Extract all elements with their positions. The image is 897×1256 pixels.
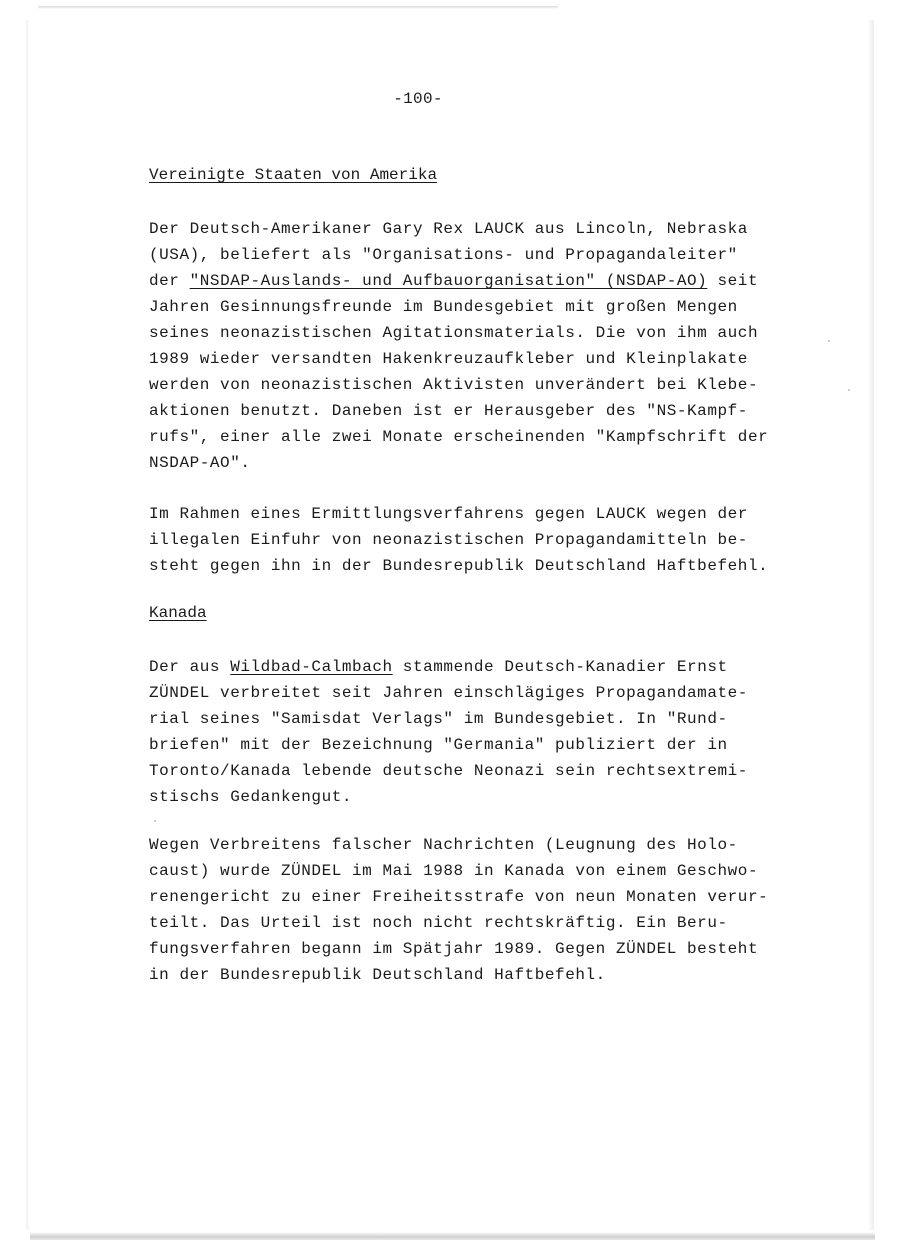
text-line: Der Deutsch-Amerikaner Gary Rex LAUCK aus Lincoln, Nebraska <box>149 220 748 238</box>
text-line: Wegen Verbreitens falscher Nachrichten (Leugnung des Holo- <box>149 836 738 854</box>
section-heading-canada: Kanada <box>149 604 207 622</box>
text-line: NSDAP-AO". <box>149 454 251 472</box>
text-line: ZÜNDEL verbreitet seit Jahren einschlägiges Propagandamate- <box>149 684 748 702</box>
text-line <box>149 654 849 680</box>
text-line: caust) wurde ZÜNDEL im Mai 1988 in Kanada von einem Geschwo- <box>149 862 759 880</box>
place-name-underlined: Wildbad-Calmbach <box>230 658 393 676</box>
scan-edge-right <box>868 20 874 1230</box>
scan-edge-top <box>38 6 558 9</box>
organization-name-underlined: "NSDAP-Auslands- und Aufbauorganisation" (NSDAP-AO) <box>189 272 708 290</box>
text-segment: der <box>149 272 190 290</box>
text-segment: stammende Deutsch-Kanadier Ernst <box>392 658 728 676</box>
text-segment: Der aus <box>149 658 231 676</box>
text-line: in der Bundesrepublik Deutschland Haftbefehl. <box>149 966 606 984</box>
text-line: (USA), beliefert als "Organisations- und Propagandaleiter" <box>149 246 738 264</box>
paragraph-lauck-warrant <box>149 501 849 579</box>
scan-edge-bottom <box>30 1232 875 1240</box>
scan-edge-left <box>26 20 30 1230</box>
text-line <box>149 268 849 294</box>
text-line: Jahren Gesinnungsfreunde im Bundesgebiet mit großen Mengen <box>149 298 738 316</box>
text-line: 1989 wieder versandten Hakenkreuzaufkleber und Kleinplakate <box>149 350 748 368</box>
text-line: renengericht zu einer Freiheitsstrafe von neun Monaten verur- <box>149 888 769 906</box>
text-line: seines neonazistischen Agitationsmaterials. Die von ihm auch <box>149 324 759 342</box>
paragraph-zuendel <box>149 654 849 810</box>
paragraph-zuendel-trial <box>149 832 849 988</box>
page-number: -100- <box>393 90 443 108</box>
text-segment: seit <box>707 272 759 290</box>
text-line: rial seines "Samisdat Verlags" im Bundesgebiet. In "Rund- <box>149 710 728 728</box>
text-line: stischs Gedankengut. <box>149 788 353 806</box>
scan-speck <box>154 820 156 822</box>
text-line: Im Rahmen eines Ermittlungsverfahrens gegen LAUCK wegen der <box>149 505 748 523</box>
text-line: rufs", einer alle zwei Monate erscheinenden "Kampfschrift der <box>149 428 769 446</box>
section-heading-usa: Vereinigte Staaten von Amerika <box>149 166 438 184</box>
text-line: teilt. Das Urteil ist noch nicht rechtskräftig. Ein Beru- <box>149 914 728 932</box>
paragraph-lauck <box>149 216 849 476</box>
text-line: briefen" mit der Bezeichnung "Germania" publiziert der in <box>149 736 728 754</box>
text-line: aktionen benutzt. Daneben ist er Herausgeber des "NS-Kampf- <box>149 402 748 420</box>
text-line: Toronto/Kanada lebende deutsche Neonazi sein rechtsextremi- <box>149 762 748 780</box>
text-line: werden von neonazistischen Aktivisten unverändert bei Klebe- <box>149 376 759 394</box>
text-line: steht gegen ihn in der Bundesrepublik Deutschland Haftbefehl. <box>149 557 769 575</box>
text-line: fungsverfahren begann im Spätjahr 1989. Gegen ZÜNDEL besteht <box>149 940 759 958</box>
text-line: illegalen Einfuhr von neonazistischen Propagandamitteln be- <box>149 531 748 549</box>
